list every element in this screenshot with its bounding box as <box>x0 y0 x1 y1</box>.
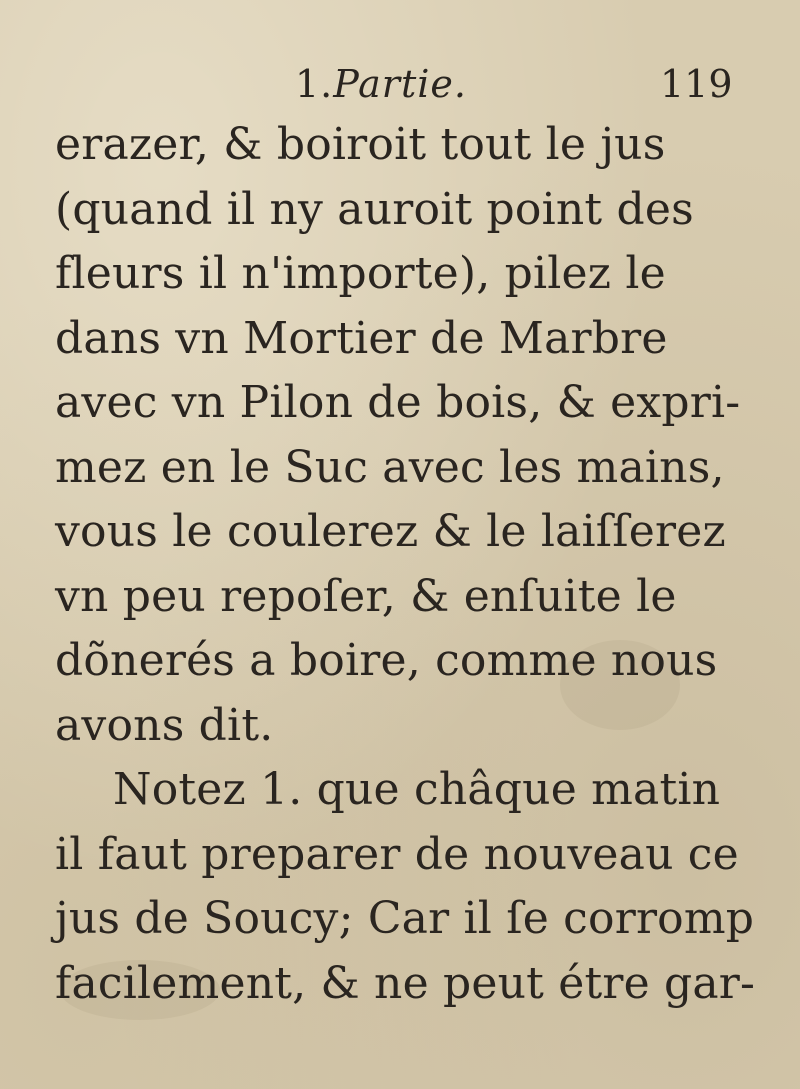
text-line: avons dit. <box>55 699 274 751</box>
text-line: dõnerés a boire, comme nous <box>55 635 718 686</box>
part-title: Partie. <box>333 62 467 106</box>
running-head <box>295 62 467 106</box>
text-line: erazer, & boiroit tout le jus <box>55 119 666 170</box>
text-line: facilement, & ne peut étre gar- <box>55 957 756 1009</box>
paragraph-start-line: Notez 1. que châque matin <box>113 764 721 815</box>
text-line: mez en le Suc avec les mains, <box>55 441 725 493</box>
text-line: vn peu repoſer, & enſuite le <box>55 570 677 622</box>
text-line: il faut preparer de nouveau ce <box>55 828 739 880</box>
text-line: (quand il ny auroit point des <box>55 183 694 235</box>
text-line: avec vn Pilon de bois, & expri- <box>55 377 741 428</box>
text-line: vous le coulerez & le laiſſerez <box>55 506 726 557</box>
text-line: dans vn Mortier de Marbre <box>55 312 668 364</box>
text-line: fleurs il n'importe), pilez le <box>55 248 666 299</box>
part-number: 1. <box>295 62 334 106</box>
text-line: jus de Soucy; Car il ſe corromp <box>55 893 755 944</box>
page-number: 119 <box>660 62 733 106</box>
body-text <box>55 113 755 1016</box>
